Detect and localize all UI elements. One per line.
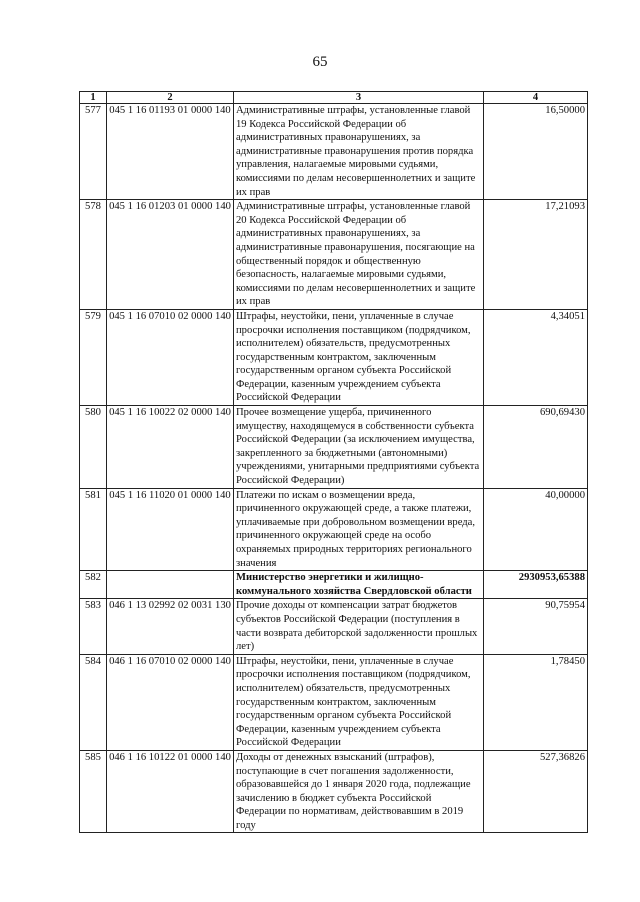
budget-code-cell: 046 1 16 07010 02 0000 140 (107, 654, 234, 750)
row-number-cell: 577 (80, 104, 107, 200)
amount-cell: 2930953,65388 (484, 571, 588, 599)
row-number-cell: 583 (80, 599, 107, 654)
budget-code-cell: 045 1 16 01193 01 0000 140 (107, 104, 234, 200)
description-cell: Штрафы, неустойки, пени, уплаченные в случае просрочки исполнения поставщиком (подрядчиком, исполнителем) обязательств, предусмотренных государственным контрактом, заключенным государственным органом субъекта Российской Федерации, казенным учреждением субъекта Российской Федерации (234, 654, 484, 750)
description-cell: Министерство энергетики и жилищно-коммунального хозяйства Свердловской области (234, 571, 484, 599)
table-row (80, 309, 588, 405)
budget-revenue-table (79, 91, 588, 833)
row-number-cell: 581 (80, 488, 107, 571)
table-row (80, 200, 588, 310)
table-body (80, 104, 588, 833)
header-col-2: 2 (107, 92, 234, 104)
amount-cell: 40,00000 (484, 488, 588, 571)
table-row (80, 104, 588, 200)
budget-code-cell: 045 1 16 01203 01 0000 140 (107, 200, 234, 310)
budget-code-cell: 046 1 13 02992 02 0031 130 (107, 599, 234, 654)
row-number-cell: 585 (80, 750, 107, 833)
table-row (80, 406, 588, 489)
description-cell: Административные штрафы, установленные главой 19 Кодекса Российской Федерации об административных правонарушениях, за административные правонарушения против порядка управления, налагаемые мировыми судьями, комиссиями по делам несовершеннолетних и защите их прав (234, 104, 484, 200)
table-row (80, 488, 588, 571)
budget-code-cell: 045 1 16 07010 02 0000 140 (107, 309, 234, 405)
table-row (80, 750, 588, 833)
description-cell: Платежи по искам о возмещении вреда, причиненного окружающей среде, а также платежи, уплачиваемые при добровольном возмещении вреда, причиненного окружающей среде на особо охраняемых природных территориях регионального значения (234, 488, 484, 571)
row-number-cell: 580 (80, 406, 107, 489)
page-number: 65 (312, 54, 328, 70)
row-number-cell: 582 (80, 571, 107, 599)
table-row (80, 571, 588, 599)
row-number-cell: 578 (80, 200, 107, 310)
row-number-cell: 584 (80, 654, 107, 750)
header-col-3: 3 (234, 92, 484, 104)
header-col-1: 1 (80, 92, 107, 104)
table-header-row (80, 92, 588, 104)
header-col-4: 4 (484, 92, 588, 104)
description-cell: Прочие доходы от компенсации затрат бюджетов субъектов Российской Федерации (поступления в части возврата дебиторской задолженности прошлых лет) (234, 599, 484, 654)
budget-code-cell: 045 1 16 10022 02 0000 140 (107, 406, 234, 489)
description-cell: Доходы от денежных взысканий (штрафов), поступающие в счет погашения задолженности, образовавшейся до 1 января 2020 года, подлежащие зачислению в бюджет субъекта Российской Федерации по нормативам, действовавшим в 2019 году (234, 750, 484, 833)
amount-cell: 1,78450 (484, 654, 588, 750)
description-cell: Прочее возмещение ущерба, причиненного имуществу, находящемуся в собственности субъекта Российской Федерации (за исключением имущества, закрепленного за бюджетными (автономными) учреждениями, унитарными предприятиями субъекта Российской Федерации) (234, 406, 484, 489)
amount-cell: 527,36826 (484, 750, 588, 833)
table-row (80, 654, 588, 750)
budget-code-cell: 046 1 16 10122 01 0000 140 (107, 750, 234, 833)
description-cell: Административные штрафы, установленные главой 20 Кодекса Российской Федерации об административных правонарушениях, за административные правонарушения, посягающие на общественный порядок и общественную безопасность, налагаемые мировыми судьями, комиссиями по делам несовершеннолетних и защите их прав (234, 200, 484, 310)
amount-cell: 690,69430 (484, 406, 588, 489)
row-number-cell: 579 (80, 309, 107, 405)
amount-cell: 90,75954 (484, 599, 588, 654)
amount-cell: 4,34051 (484, 309, 588, 405)
description-cell: Штрафы, неустойки, пени, уплаченные в случае просрочки исполнения поставщиком (подрядчиком, исполнителем) обязательств, предусмотренных государственным контрактом, заключенным государственным органом субъекта Российской Федерации, казенным учреждением субъекта Российской Федерации (234, 309, 484, 405)
budget-code-cell: 045 1 16 11020 01 0000 140 (107, 488, 234, 571)
amount-cell: 17,21093 (484, 200, 588, 310)
table-row (80, 599, 588, 654)
budget-code-cell (107, 571, 234, 599)
amount-cell: 16,50000 (484, 104, 588, 200)
